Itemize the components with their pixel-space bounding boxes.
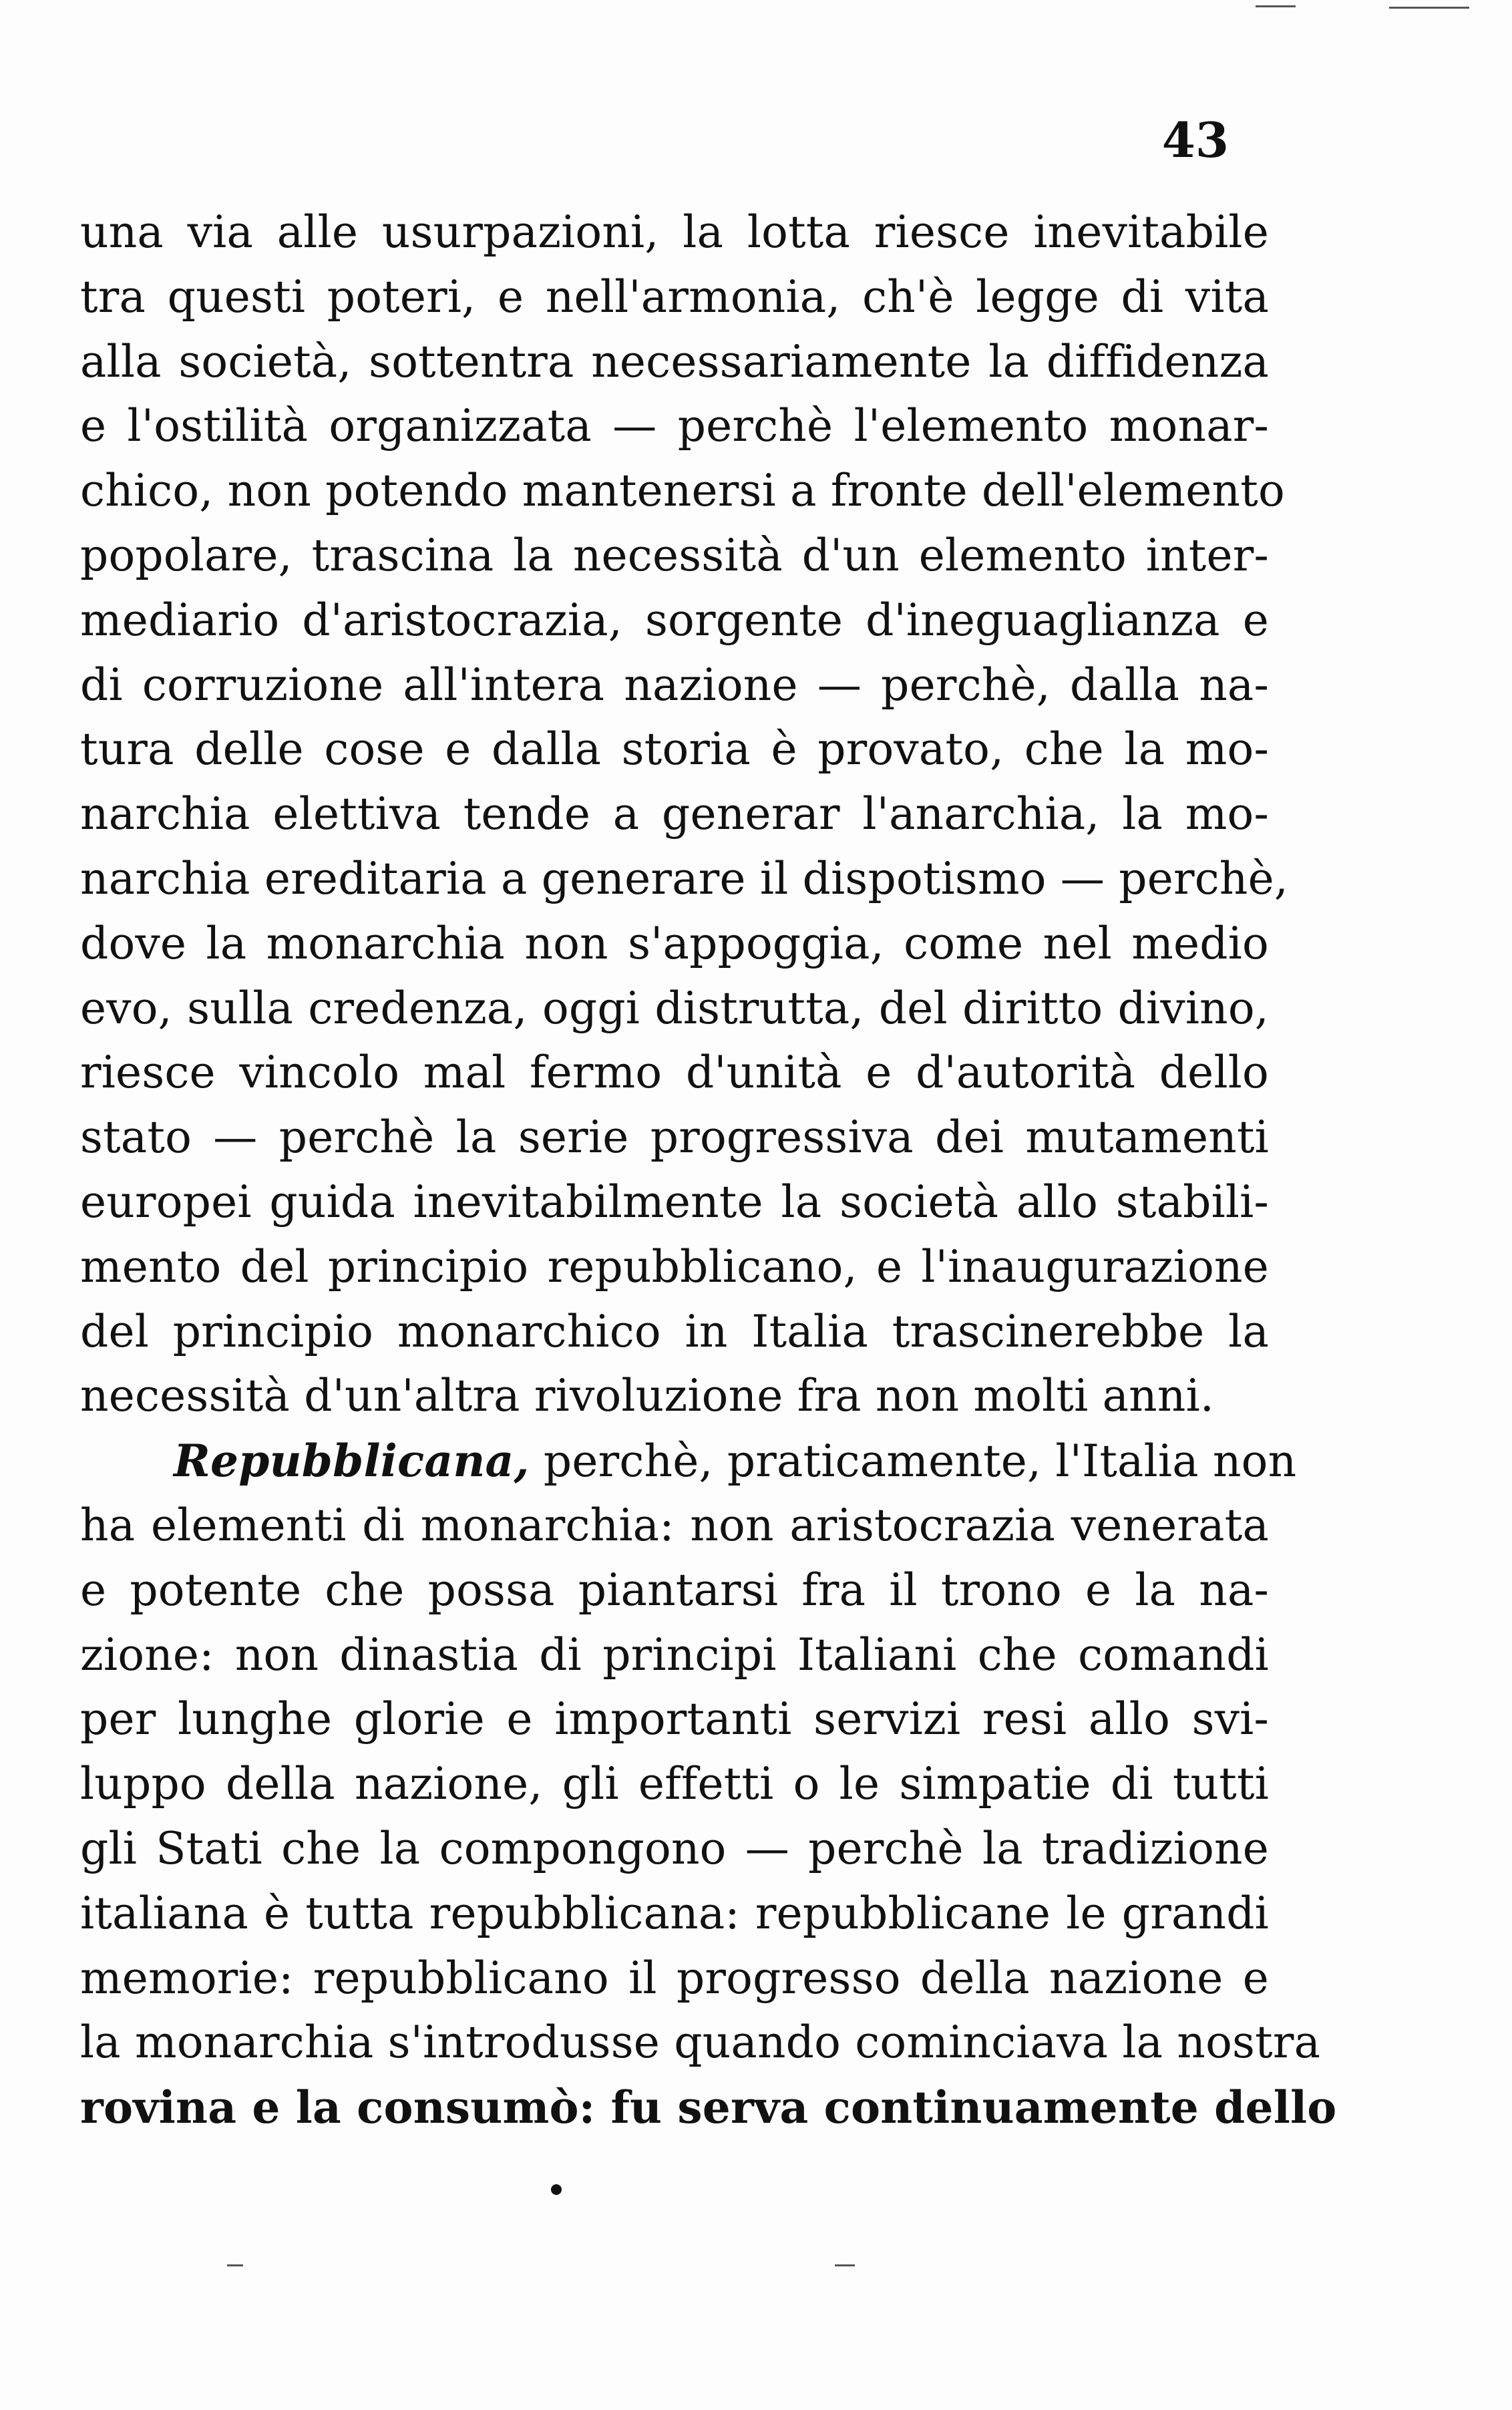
text-line: una via alle usurpazioni, la lotta riesce inevitabile <box>80 206 1269 258</box>
text-line: memorie: repubblicano il progresso della nazione e <box>80 1952 1269 2004</box>
text-line: tra questi poteri, e nell'armonia, ch'è legge di vita <box>80 271 1269 323</box>
body-text <box>80 200 1337 2140</box>
scan-speck <box>835 2264 855 2266</box>
text-line: chico, non potendo mantenersi a fronte dell'elemento <box>80 465 1285 517</box>
text-line: ha elementi di monarchia: non aristocrazia venerata <box>80 1499 1269 1551</box>
text-line: popolare, trascina la necessità d'un elemento inter- <box>80 529 1269 581</box>
paragraph-first-line <box>80 1429 1297 1494</box>
text-line: tura delle cose e dalla storia è provato, che la mo- <box>80 723 1269 776</box>
ink-dot <box>551 2184 562 2195</box>
scan-speck <box>1256 5 1296 7</box>
text-line: narchia elettiva tende a generar l'anarchia, la mo- <box>80 788 1269 840</box>
text-line: luppo della nazione, gli effetti o le simpatie di tutti <box>80 1758 1269 1810</box>
text-line: alla società, sottentra necessariamente la diffidenza <box>80 335 1269 387</box>
text-line: narchia ereditaria a generare il dispotismo — perchè, <box>80 852 1289 904</box>
text-line: europei guida inevitabilmente la società allo stabili- <box>80 1176 1269 1228</box>
text-line: evo, sulla credenza, oggi distrutta, del diritto divino, <box>80 982 1269 1034</box>
text-line: del principio monarchico in Italia trascinerebbe la <box>80 1305 1269 1357</box>
text-line: rovina e la consumò: fu serva continuamente dello <box>80 2081 1337 2134</box>
text-line: italiana è tutta repubblicana: repubblicane le grandi <box>80 1887 1269 1939</box>
text-line: e l'ostilità organizzata — perchè l'elemento monar- <box>80 400 1269 452</box>
page-number: 43 <box>1161 112 1229 168</box>
text-line: di corruzione all'intera nazione — perchè, dalla na- <box>80 659 1269 711</box>
text-line: riesce vincolo mal fermo d'unità e d'autorità dello <box>80 1047 1269 1099</box>
text-line: gli Stati che la compongono — perchè la tradizione <box>80 1822 1269 1874</box>
text-line: zione: non dinastia di principi Italiani che comandi <box>80 1628 1269 1681</box>
text-line: mediario d'aristocrazia, sorgente d'ineguaglianza e <box>80 594 1269 646</box>
text-line: la monarchia s'introdusse quando cominciava la nostra <box>80 2017 1321 2069</box>
text-line: e potente che possa piantarsi fra il trono e la na- <box>80 1564 1269 1616</box>
paragraph-lead-word: Repubblicana, <box>174 1435 530 1488</box>
text-line: dove la monarchia non s'appoggia, come nel medio <box>80 917 1269 969</box>
scan-speck <box>1389 7 1469 9</box>
text-line: per lunghe glorie e importanti servizi resi allo svi- <box>80 1693 1269 1745</box>
text-line: mento del principio repubblicano, e l'inaugurazione <box>80 1240 1269 1293</box>
paragraph-first-line-rest: perchè, praticamente, l'Italia non <box>529 1435 1297 1488</box>
text-line: necessità d'un'altra rivoluzione fra non molti anni. <box>80 1370 1215 1422</box>
scan-speck <box>227 2264 243 2266</box>
text-line: stato — perchè la serie progressiva dei mutamenti <box>80 1111 1269 1164</box>
